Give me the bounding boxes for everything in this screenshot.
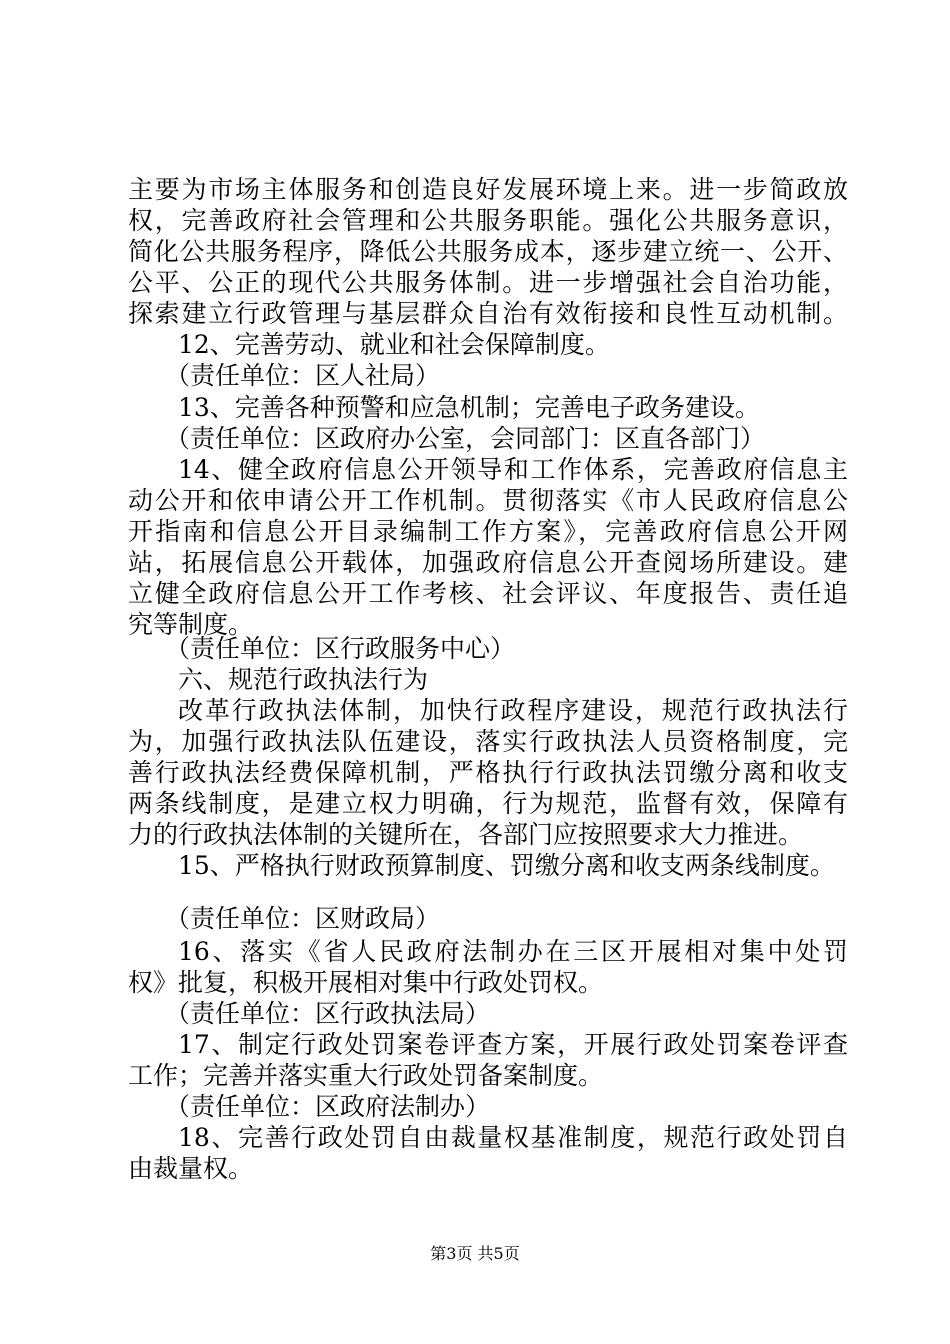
clause-17: 17、制定行政处罚案卷评查方案，开展行政处罚案卷评查	[178, 1030, 848, 1059]
responsibility-line: （责任单位：区政府办公室，会同部门：区直各部门）	[165, 424, 766, 453]
clause-13: 13、完善各种预警和应急机制；完善电子政务建设。	[178, 393, 760, 422]
text-line: 探索建立行政管理与基层群众自治有效衔接和良性互动机制。	[128, 299, 848, 328]
text-line: 权》批复，积极开展相对集中行政处罚权。	[128, 968, 604, 997]
responsibility-line: （责任单位：区行政执法局）	[165, 999, 491, 1028]
text-line: 站，拓展信息公开载体，加强政府信息公开查阅场所建设。建	[128, 548, 848, 577]
responsibility-line: （责任单位：区财政局）	[165, 904, 441, 933]
text-line: 两条线制度，是建立权力明确，行为规范，监督有效，保障有	[128, 789, 848, 818]
clause-12: 12、完善劳动、就业和社会保障制度。	[178, 330, 610, 359]
clause-16: 16、落实《省人民政府法制办在三区开展相对集中处罚	[178, 937, 848, 966]
text-line: 究等制度。	[128, 610, 254, 639]
clause-18: 18、完善行政处罚自由裁量权基准制度，规范行政处罚自	[178, 1123, 848, 1152]
text-line: 公平、公正的现代公共服务体制。进一步增强社会自治功能，	[128, 268, 848, 297]
text-line: 工作；完善并落实重大行政处罚备案制度。	[128, 1061, 604, 1090]
text-line: 由裁量权。	[128, 1154, 254, 1183]
paragraph-line: 改革行政执法体制，加快行政程序建设，规范行政执法行	[178, 696, 848, 725]
clause-14: 14、健全政府信息公开领导和工作体系，完善政府信息主	[178, 455, 848, 484]
section-heading: 六、规范行政执法行为	[178, 665, 429, 694]
responsibility-line: （责任单位：区行政服务中心）	[165, 634, 516, 663]
text-line: 权，完善政府社会管理和公共服务职能。强化公共服务意识，	[128, 206, 848, 235]
text-line: 力的行政执法体制的关键所在，各部门应按照要求大力推进。	[128, 820, 804, 849]
text-line: 开指南和信息公开目录编制工作方案》，完善政府信息公开网	[128, 517, 848, 546]
text-line: 善行政执法经费保障机制，严格执行行政执法罚缴分离和收支	[128, 758, 848, 787]
clause-15: 15、严格执行财政预算制度、罚缴分离和收支两条线制度。	[178, 851, 835, 880]
page-number: 第3页 共5页	[430, 1244, 520, 1263]
text-line: 主要为市场主体服务和创造良好发展环境上来。进一步简政放	[128, 175, 848, 204]
text-line: 简化公共服务程序，降低公共服务成本，逐步建立统一、公开、	[128, 237, 848, 266]
text-line: 动公开和依申请公开工作机制。贯彻落实《市人民政府信息公	[128, 486, 848, 515]
text-line: 立健全政府信息公开工作考核、社会评议、年度报告、责任追	[128, 579, 848, 608]
responsibility-line: （责任单位：区人社局）	[165, 361, 441, 390]
text-line: 为，加强行政执法队伍建设，落实行政执法人员资格制度，完	[128, 727, 848, 756]
responsibility-line: （责任单位：区政府法制办）	[165, 1092, 491, 1121]
